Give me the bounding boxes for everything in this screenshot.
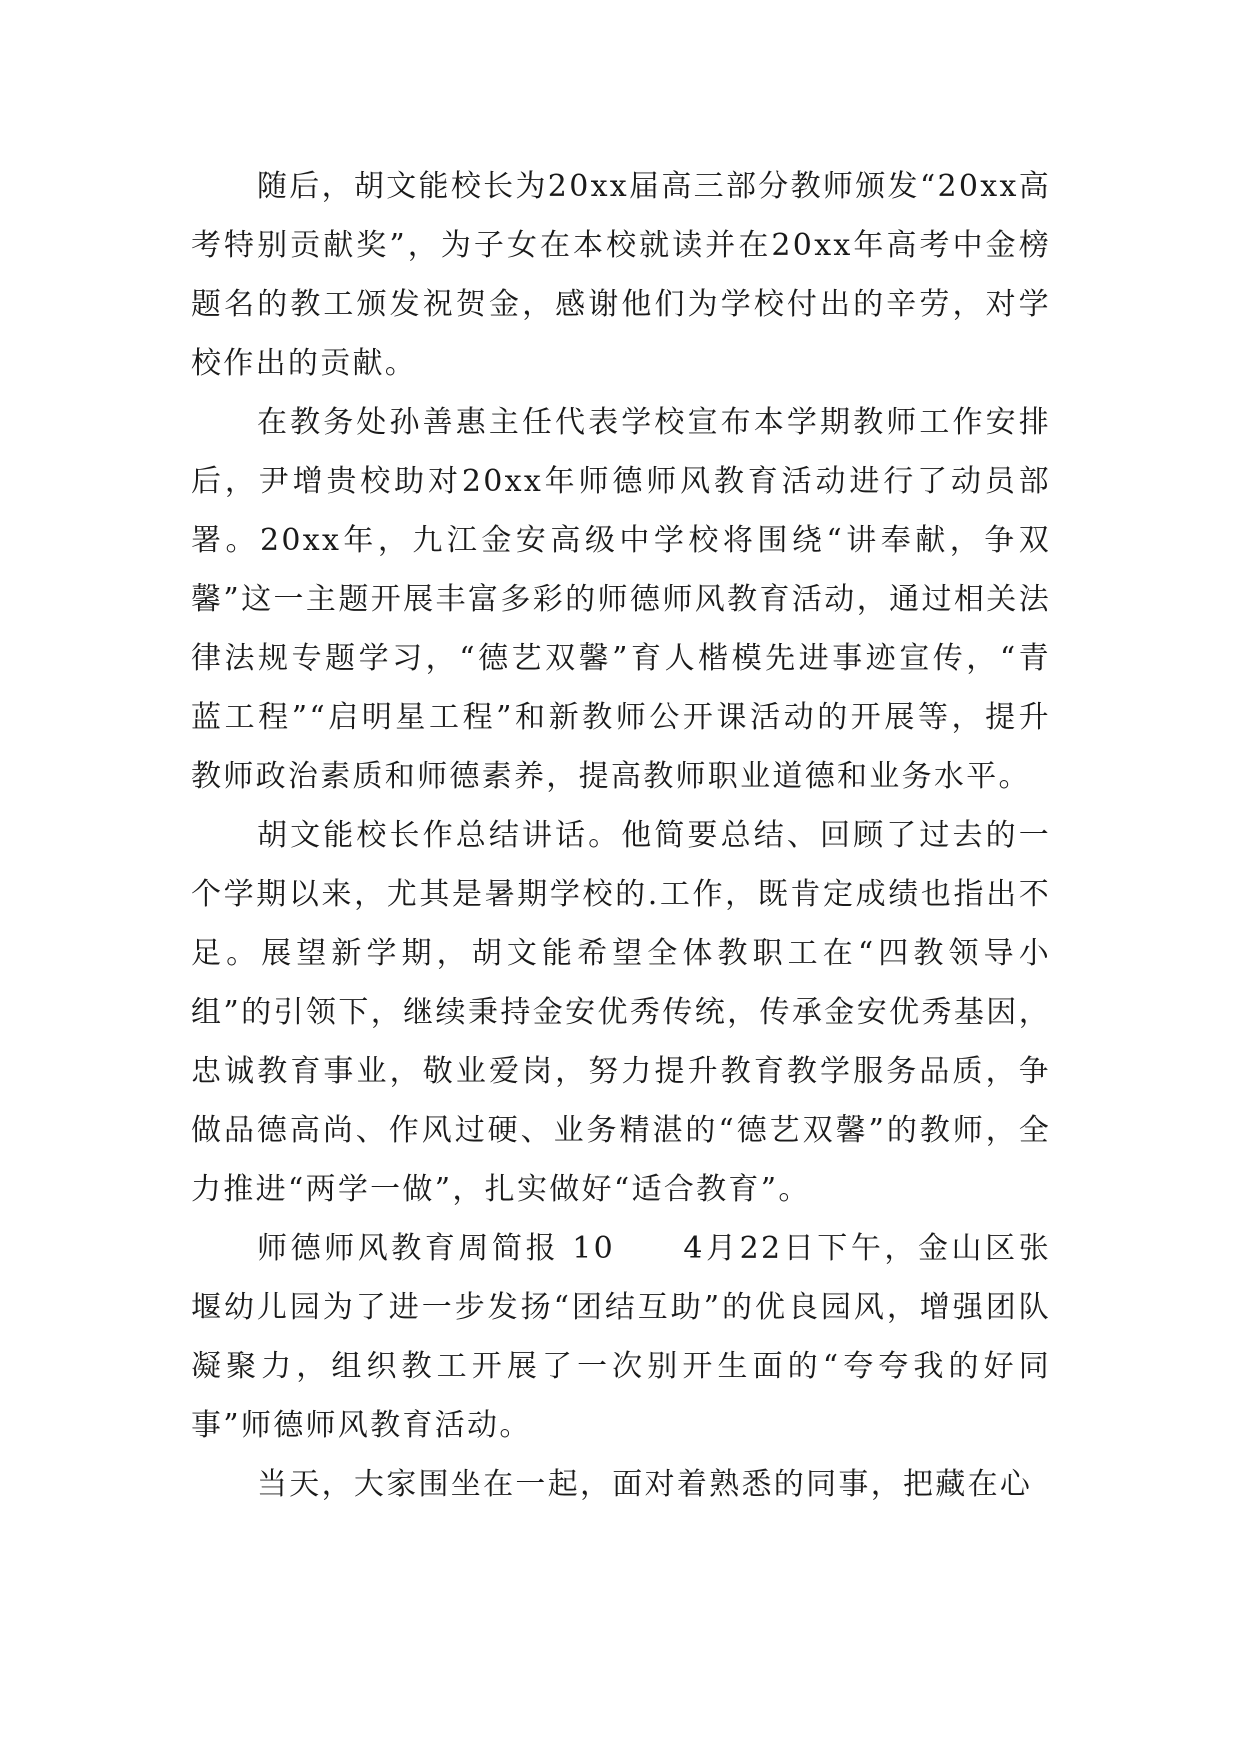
paragraph-awards: 随后，胡文能校长为20xx届高三部分教师颁发“20xx高考特别贡献奖”，为子女在本校就读并在20xx年高考中金榜题名的教工颁发祝贺金，感谢他们为学校付出的辛劳，对学校作出的贡献。 xyxy=(191,169,1051,381)
document-body xyxy=(191,157,1051,1514)
paragraph-that-day: 当天，大家围坐在一起，面对着熟悉的同事，把藏在心 xyxy=(257,1467,1033,1502)
paragraph-newsletter-kindergarten: 师德师风教育周简报 10 4月22日下午，金山区张堰幼儿园为了进一步发扬“团结互助”的优良园风，增强团队凝聚力，组织教工开展了一次别开生面的“夸夸我的好同事”师德师风教育活动。 xyxy=(191,1231,1051,1443)
paragraph-ethics-mobilization: 在教务处孙善惠主任代表学校宣布本学期教师工作安排后，尹增贵校助对20xx年师德师风教育活动进行了动员部署。20xx年，九江金安高级中学校将围绕“讲奉献，争双馨”这一主题开展丰富多彩的师德师风教育活动，通过相关法律法规专题学习，“德艺双馨”育人楷模先进事迹宣传，“青蓝工程”“启明星工程”和新教师公开课活动的开展等，提升教师政治素质和师德素养，提高教师职业道德和业务水平。 xyxy=(191,405,1051,794)
paragraph-principal-speech: 胡文能校长作总结讲话。他简要总结、回顾了过去的一个学期以来，尤其是暑期学校的.工作，既肯定成绩也指出不足。展望新学期，胡文能希望全体教职工在“四教领导小组”的引领下，继续秉持金安优秀传统，传承金安优秀基因，忠诚教育事业，敬业爱岗，努力提升教育教学服务品质，争做品德高尚、作风过硬、业务精湛的“德艺双馨”的教师，全力推进“两学一做”，扎实做好“适合教育”。 xyxy=(191,818,1051,1207)
